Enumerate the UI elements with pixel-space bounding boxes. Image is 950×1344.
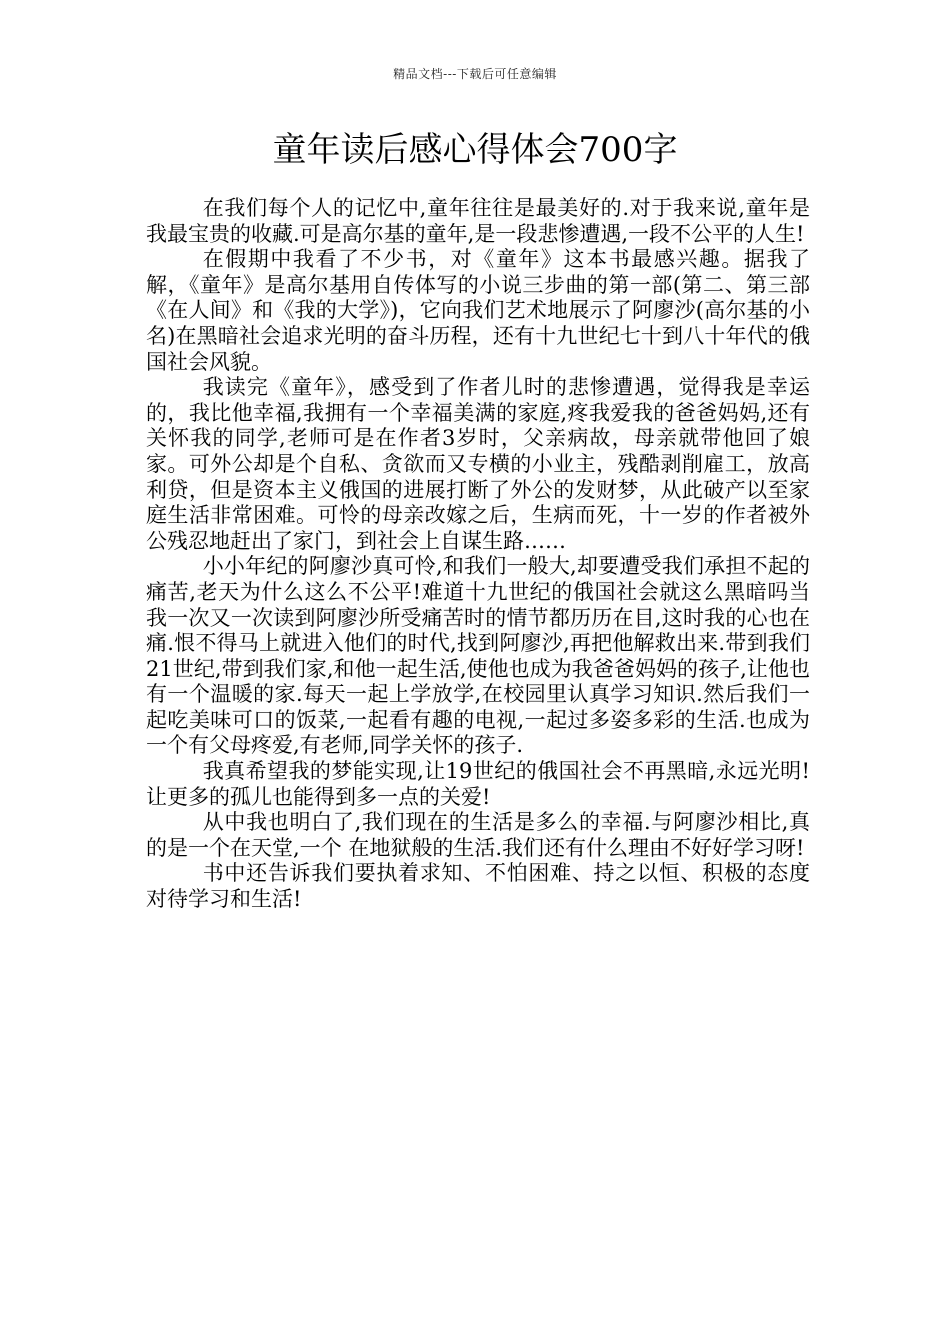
paragraph: 书中还告诉我们要执着求知、不怕困难、持之以恒、积极的态度对待学习和生活!	[146, 861, 810, 912]
paragraph: 我真希望我的梦能实现,让19世纪的俄国社会不再黑暗,永远光明!让更多的孤儿也能得到多一点的关爱!	[146, 759, 810, 809]
document-title: 童年读后感心得体会700字	[272, 130, 678, 170]
paragraph: 我读完《童年》，感受到了作者儿时的悲惨遭遇，觉得我是幸运的，我比他幸福,我拥有一个幸福美满的家庭,疼我爱我的爸爸妈妈,还有关怀我的同学,老师可是在作者3岁时，父亲病故，母亲就带他回了娘家。可外公却是个自私、贪欲而又专横的小业主，残酷剥削雇工，放高利贷，但是资本主义俄国的进展打断了外公的发财梦，从此破产以至家庭生活非常困难。可怜的母亲改嫁之后，生病而死，十一岁的作者被外公残忍地赶出了家门，到社会上自谋生路……	[146, 375, 810, 553]
paragraph: 在假期中我看了不少书，对《童年》这本书最感兴趣。据我了解，《童年》是高尔基用自传体写的小说三步曲的第一部(第二、第三部《在人间》和《我的大学》)，它向我们艺术地展示了阿廖沙(高尔基的小名)在黑暗社会追求光明的奋斗历程，还有十九世纪七十到八十年代的俄国社会风貌。	[146, 247, 810, 374]
header-note: 精品文档---下载后可任意编辑	[393, 67, 557, 81]
paragraph: 小小年纪的阿廖沙真可怜,和我们一般大,却要遭受我们承担不起的痛苦,老天为什么这么不公平!难道十九世纪的俄国社会就这么黑暗吗当我一次又一次读到阿廖沙所受痛苦时的情节都历历在目,这时我的心也在痛.恨不得马上就进入他们的时代,找到阿廖沙,再把他解救出来.带到我们21世纪,带到我们家,和他一起生活,使他也成为我爸爸妈妈的孩子,让他也有一个温暖的家.每天一起上学放学,在校园里认真学习知识.然后我们一起吃美味可口的饭菜,一起看有趣的电视,一起过多姿多彩的生活.也成为一个有父母疼爱,有老师,同学关怀的孩子.	[146, 554, 810, 758]
document-body	[146, 196, 810, 913]
paragraph: 在我们每个人的记忆中,童年往往是最美好的.对于我来说,童年是我最宝贵的收藏.可是高尔基的童年,是一段悲惨遭遇,一段不公平的人生!	[146, 196, 810, 246]
paragraph: 从中我也明白了,我们现在的生活是多么的幸福.与阿廖沙相比,真的是一个在天堂,一个 在地狱般的生活.我们还有什么理由不好好学习呀!	[146, 810, 810, 860]
